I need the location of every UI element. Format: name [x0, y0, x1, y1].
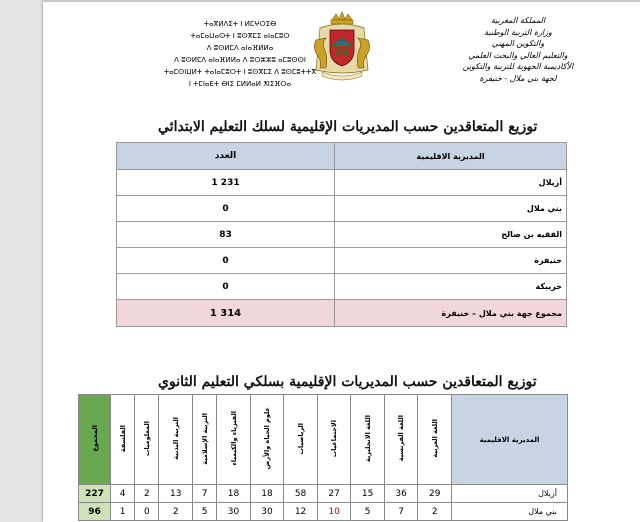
subject-label: اللغة الفرنسية [397, 415, 406, 462]
arabic-header-line: والتعليم العالي والبحث العلمي [468, 50, 568, 60]
subject-column-header [159, 395, 193, 485]
table-header-row [79, 395, 568, 485]
value-cell: 12 [284, 503, 318, 521]
subject-label: التربية الإسلامية [200, 412, 209, 465]
value-cell: 4 [111, 485, 135, 503]
tifinagh-line: ⵜⴰⵎⴰⵡⴰⵙⵜ ⵏ ⵓⵙⴳⵎⵉ ⴰⵏⴰⵎⵓⵔ [190, 32, 290, 40]
directorate-cell: خنيفرة [335, 248, 567, 274]
value-cell: 2 [135, 485, 159, 503]
document-page [43, 0, 640, 522]
arabic-header-line: المملكة المغربية [490, 16, 546, 25]
value-cell: 2 [159, 503, 193, 521]
subject-label: علوم الحياة والأرض [263, 407, 272, 470]
primary-distribution-table [116, 142, 567, 327]
subject-label: اللغة الانجليزية [363, 414, 372, 463]
arabic-header-line: وزارة التربية الوطنية [484, 27, 552, 37]
value-cell: 10 [317, 503, 351, 521]
page-top-edge [43, 0, 640, 2]
subject-column-header [418, 395, 452, 485]
directorate-cell: أزيلال [335, 170, 567, 196]
table-row [117, 248, 567, 274]
subject-column-header [217, 395, 251, 485]
secondary-distribution-table [78, 394, 568, 521]
directorate-cell: أزيلال [452, 485, 568, 503]
table-row [79, 503, 568, 521]
value-cell: 13 [159, 485, 193, 503]
value-cell: 2 [418, 503, 452, 521]
value-cell: 30 [217, 503, 251, 521]
subject-column-header [193, 395, 217, 485]
value-cell: 5 [351, 503, 385, 521]
value-cell: 0 [135, 503, 159, 521]
value-cell: 1 [111, 503, 135, 521]
total-label-cell: مجموع جهة بني ملال – خنيفرة [335, 300, 567, 327]
count-cell: 0 [117, 196, 335, 222]
value-cell: 30 [250, 503, 284, 521]
value-cell: 18 [250, 485, 284, 503]
count-column-header: العدد [117, 143, 335, 170]
letterhead-arabic [403, 15, 633, 84]
count-cell: 0 [117, 248, 335, 274]
count-cell: 0 [117, 274, 335, 300]
total-header-label: المجموع [90, 425, 99, 452]
count-cell: 1 231 [117, 170, 335, 196]
value-cell: 15 [351, 485, 385, 503]
secondary-distribution-title: توزيع المتعاقدين حسب المديريات الإقليمية بسلكي التعليم الثانوي [158, 374, 537, 390]
subject-column-header [317, 395, 351, 485]
value-cell: 18 [217, 485, 251, 503]
table-header-row [117, 143, 567, 170]
directorate-column-header: المديرية الاقليمية [335, 143, 567, 170]
count-cell: 83 [117, 222, 335, 248]
subject-label: التربية البدنية [171, 417, 180, 460]
value-cell: 58 [284, 485, 318, 503]
directorate-cell: بني ملال [335, 196, 567, 222]
subject-column-header [351, 395, 385, 485]
tifinagh-line: ⵜⴰⵎⵙⵏⵡⵍⵜ ⵜⴰⵏⴰⵎⵓⵔⵜ ⵏ ⵓⵙⴳⵎⵉ ⴷ ⵓⵙⵎⵓⵜⵜⴳ [163, 68, 317, 76]
arabic-header-line: والتكوين المهني [491, 39, 545, 48]
subject-label: الرياضيات [296, 422, 305, 455]
tifinagh-line: ⵏ ⵜⵎⵏⴰⴹⵜ ⴱⵏⵉ ⵎⵍⵍⴰⵍ ⵅⵏⵉⴼⵔⴰ [188, 80, 292, 88]
table-row [117, 274, 567, 300]
primary-distribution-title: توزيع المتعاقدين حسب المديريات الإقليمية لسلك التعليم الابتدائي [158, 119, 538, 135]
subject-label: الفيزياء والكيمياء [229, 411, 238, 466]
table-row [117, 196, 567, 222]
arabic-header-line: الأكاديمية الجهوية للتربية والتكوين [462, 62, 574, 71]
subject-label: الفلسفة [118, 424, 127, 453]
letterhead-tifinagh [150, 18, 330, 90]
subject-column-header [250, 395, 284, 485]
directorate-cell: بني ملال [452, 503, 568, 521]
value-cell: 5 [193, 503, 217, 521]
tifinagh-line: ⴷ ⵓⵙⵍⵎⴷ ⴰⵏⴰⴼⵍⵍⴰ [206, 44, 274, 52]
row-total-cell: 227 [79, 485, 111, 503]
subject-column-header [384, 395, 418, 485]
arabic-header-line: لجهة بني ملال - خنيفرة [479, 73, 557, 83]
table-row [117, 170, 567, 196]
directorate-column-header: المديرية الاقليمية [452, 395, 568, 485]
subject-label: الاجتماعيات [330, 419, 339, 458]
value-cell: 29 [418, 485, 452, 503]
subject-column-header [135, 395, 159, 485]
row-total-cell: 96 [79, 503, 111, 521]
subject-label: اللغة العربية [430, 419, 439, 458]
total-count-cell: 1 314 [117, 300, 335, 327]
value-cell: 7 [384, 503, 418, 521]
total-column-header [79, 395, 111, 485]
value-cell: 27 [317, 485, 351, 503]
table-row [117, 222, 567, 248]
value-cell: 36 [384, 485, 418, 503]
subject-column-header [111, 395, 135, 485]
moroccan-coat-of-arms-emblem [310, 10, 374, 82]
tifinagh-line: ⴷ ⵓⵙⵍⵎⴷ ⴰⵏⴰⴼⵍⵍⴰ ⴷ ⵓⵔⵣⵣⵓ ⴰⵎⵓⵙⵙⵏ [174, 56, 306, 64]
directorate-cell: خريبكة [335, 274, 567, 300]
subject-column-header [284, 395, 318, 485]
tifinagh-line: ⵜⴰⴳⵍⴷⵉⵜ ⵏ ⵍⵎⵖⵔⵉⴱ [203, 20, 277, 28]
table-row [79, 485, 568, 503]
total-row [117, 300, 567, 327]
value-cell: 7 [193, 485, 217, 503]
directorate-cell: الفقيه بن صالح [335, 222, 567, 248]
subject-label: المعلوميات [142, 420, 151, 457]
